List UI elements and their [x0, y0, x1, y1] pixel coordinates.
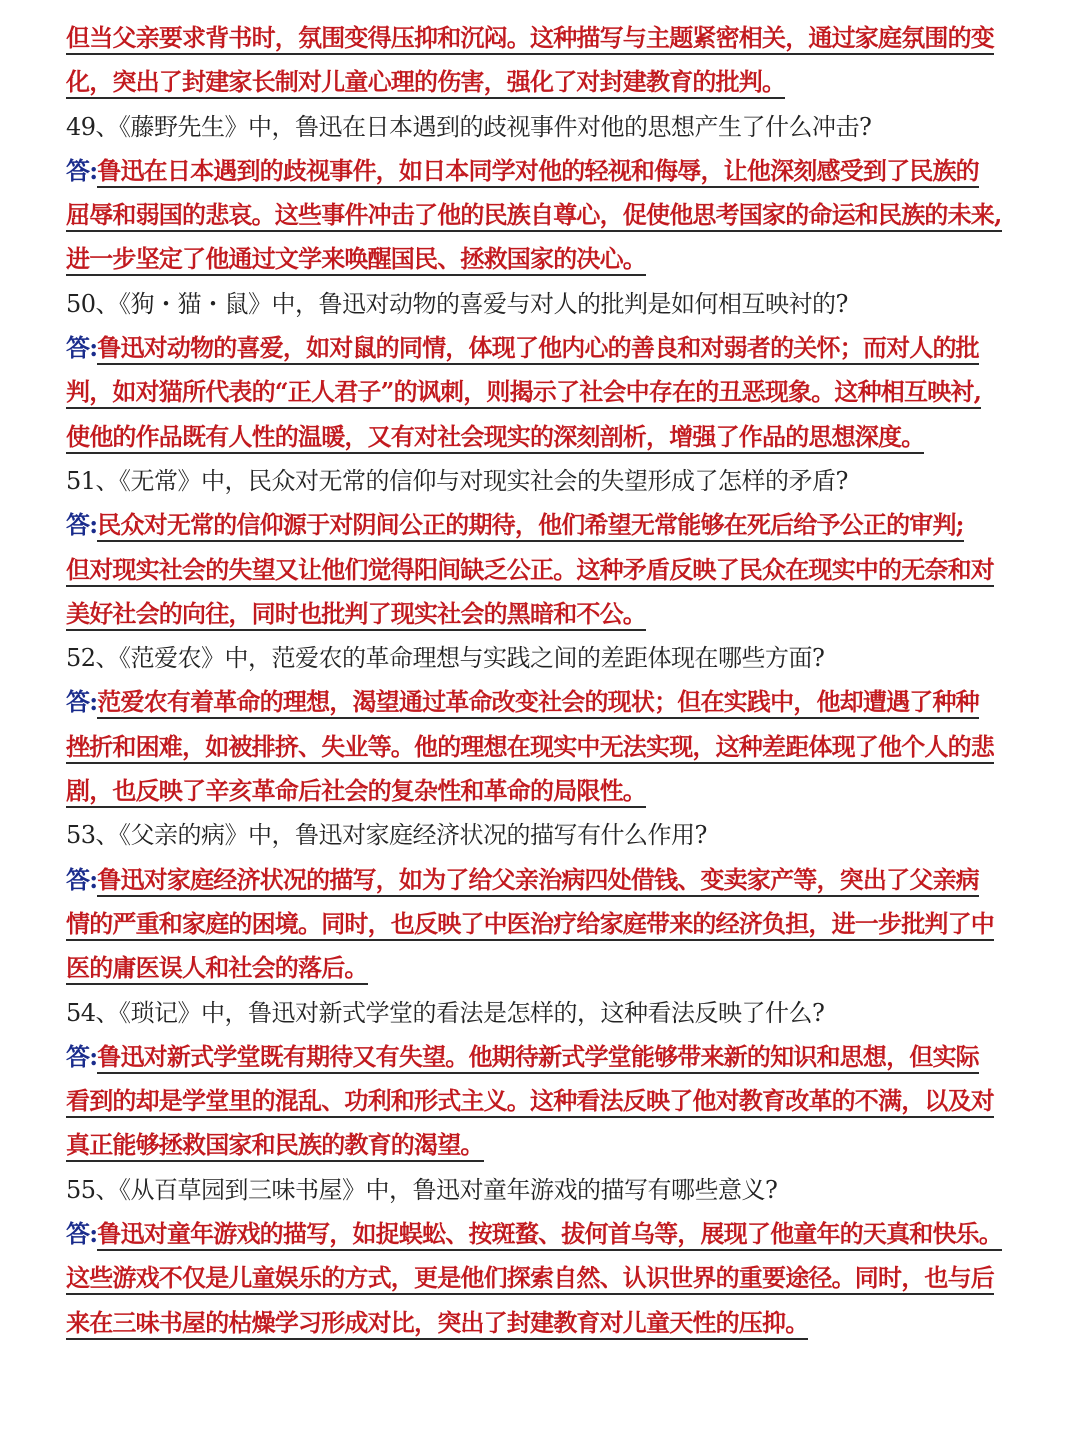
answer-text: 但当父亲要求背书时，氛围变得压抑和沉闷。这种描写与主题紧密相关，通过家庭氛围的变: [66, 23, 994, 55]
answer-line: [66, 1079, 1014, 1123]
answer-line: [66, 548, 1014, 592]
answer-text: 屈辱和弱国的悲哀。这些事件冲击了他的民族自尊心，促使他思考国家的命运和民族的未来,: [66, 200, 1002, 232]
document-page: [66, 16, 1014, 1345]
answer-label: 答:: [66, 155, 98, 185]
answer-first-line: [66, 1035, 1014, 1079]
answer-line: [66, 946, 1014, 990]
answer-text: 真正能够拯救国家和民族的教育的渴望。: [66, 1130, 484, 1162]
answer-text: 化，突出了封建家长制对儿童心理的伤害，强化了对封建教育的批判。: [66, 67, 785, 99]
answer-text: 使他的作品既有人性的温暖，又有对社会现实的深刻剖析，增强了作品的思想深度。: [66, 422, 924, 454]
question-text: 52、《范爱农》中，范爱农的革命理想与实践之间的差距体现在哪些方面?: [66, 644, 825, 673]
answer-text: 美好社会的向往，同时也批判了现实社会的黑暗和不公。: [66, 599, 646, 631]
answer-label: 答:: [66, 1041, 98, 1071]
answer-first-line: [66, 149, 1014, 193]
answer-first-line: [66, 503, 1014, 547]
answer-line: [66, 725, 1014, 769]
answer-text: 鲁迅对新式学堂既有期待又有失望。他期待新式学堂能够带来新的知识和思想，但实际: [97, 1042, 979, 1074]
answer-text: 鲁迅在日本遇到的歧视事件，如日本同学对他的轻视和侮辱，让他深刻感受到了民族的: [97, 156, 979, 188]
answer-text: 进一步坚定了他通过文学来唤醒国民、拯救国家的决心。: [66, 244, 646, 276]
answer-line: [66, 592, 1014, 636]
answer-text: 看到的却是学堂里的混乱、功利和形式主义。这种看法反映了他对教育改革的不满，以及对: [66, 1086, 994, 1118]
answer-label: 答:: [66, 687, 98, 717]
question-text: 49、《藤野先生》中，鲁迅在日本遇到的歧视事件对他的思想产生了什么冲击?: [66, 112, 872, 141]
question-text: 51、《无常》中，民众对无常的信仰与对现实社会的失望形成了怎样的矛盾?: [66, 466, 848, 495]
answer-line: [66, 902, 1014, 946]
answer-line: [66, 193, 1014, 237]
answer-text: 剧，也反映了辛亥革命后社会的复杂性和革命的局限性。: [66, 776, 646, 808]
question-text: 53、《父亲的病》中，鲁迅对家庭经济状况的描写有什么作用?: [66, 821, 707, 850]
answer-line: [66, 1123, 1014, 1167]
question-text: 54、《琐记》中，鲁迅对新式学堂的看法是怎样的，这种看法反映了什么?: [66, 998, 825, 1027]
question-line: [66, 991, 1014, 1035]
answer-label: 答:: [66, 1219, 98, 1249]
answer-text: 范爱农有着革命的理想，渴望通过革命改变社会的现状；但在实践中，他却遭遇了种种: [97, 687, 979, 719]
answer-text: 鲁迅对童年游戏的描写，如捉蜈蚣、按斑蝥、拔何首乌等，展现了他童年的天真和快乐。: [97, 1219, 1002, 1251]
answer-line: [66, 16, 1014, 60]
answer-line: [66, 1301, 1014, 1345]
answer-label: 答:: [66, 333, 98, 363]
question-line: [66, 459, 1014, 503]
question-line: [66, 282, 1014, 326]
answer-text: 这些游戏不仅是儿童娱乐的方式，更是他们探索自然、认识世界的重要途径。同时，也与后: [66, 1263, 994, 1295]
answer-line: [66, 769, 1014, 813]
question-text: 50、《狗・猫・鼠》中，鲁迅对动物的喜爱与对人的批判是如何相互映衬的?: [66, 289, 848, 318]
answer-line: [66, 237, 1014, 281]
answer-text: 民众对无常的信仰源于对阴间公正的期待，他们希望无常能够在死后给予公正的审判;: [97, 510, 963, 542]
answer-label: 答:: [66, 864, 98, 894]
question-line: [66, 813, 1014, 857]
answer-line: [66, 415, 1014, 459]
answer-first-line: [66, 326, 1014, 370]
answer-text: 来在三味书屋的枯燥学习形成对比，突出了封建教育对儿童天性的压抑。: [66, 1308, 808, 1340]
question-line: [66, 636, 1014, 680]
answer-line: [66, 1256, 1014, 1300]
answer-text: 但对现实社会的失望又让他们觉得阳间缺乏公正。这种矛盾反映了民众在现实中的无奈和对: [66, 555, 994, 587]
answer-label: 答:: [66, 510, 98, 540]
question-line: [66, 105, 1014, 149]
question-text: 55、《从百草园到三味书屋》中，鲁迅对童年游戏的描写有哪些意义?: [66, 1175, 778, 1204]
answer-first-line: [66, 1212, 1014, 1256]
answer-first-line: [66, 858, 1014, 902]
answer-text: 情的严重和家庭的困境。同时，也反映了中医治疗给家庭带来的经济负担，进一步批判了中: [66, 909, 994, 941]
answer-first-line: [66, 680, 1014, 724]
question-line: [66, 1168, 1014, 1212]
answer-text: 鲁迅对家庭经济状况的描写，如为了给父亲治病四处借钱、变卖家产等，突出了父亲病: [97, 865, 979, 897]
answer-line: [66, 60, 1014, 104]
answer-text: 判，如对猫所代表的“正人君子”的讽刺，则揭示了社会中存在的丑恶现象。这种相互映衬,: [66, 377, 981, 409]
answer-text: 鲁迅对动物的喜爱，如对鼠的同情，体现了他内心的善良和对弱者的关怀；而对人的批: [97, 333, 979, 365]
answer-text: 挫折和困难，如被排挤、失业等。他的理想在现实中无法实现，这种差距体现了他个人的悲: [66, 732, 994, 764]
answer-text: 医的庸医误人和社会的落后。: [66, 953, 368, 985]
answer-line: [66, 370, 1014, 414]
